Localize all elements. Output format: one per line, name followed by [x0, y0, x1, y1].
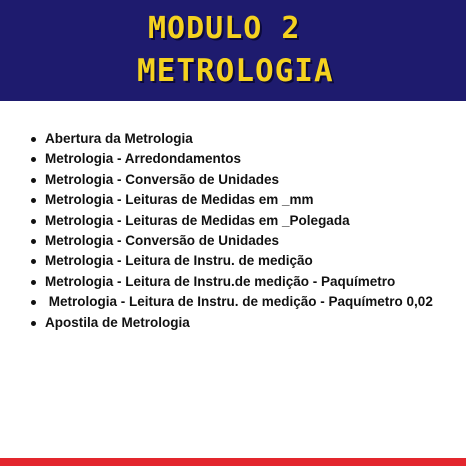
- topic-item: [31, 251, 433, 271]
- topic-item: [31, 190, 433, 210]
- bullet-icon: [31, 239, 36, 244]
- topic-label: Metrologia - Leituras de Medidas em _mm: [45, 192, 314, 208]
- topic-label: Apostila de Metrologia: [45, 314, 190, 330]
- bullet-icon: [31, 198, 36, 203]
- topic-label: Metrologia - Leitura de Instru. de medição - Paquímetro 0,02: [45, 294, 433, 310]
- topic-item: [31, 149, 433, 169]
- bottom-accent-bar: [0, 458, 466, 466]
- topic-label: Metrologia - Leitura de Instru.de medição - Paquímetro: [45, 273, 396, 289]
- header-banner: [0, 0, 466, 101]
- subject-title: METROLOGIA: [137, 53, 334, 89]
- bullet-icon: [31, 280, 36, 285]
- bullet-icon: [31, 321, 36, 326]
- bullet-icon: [31, 137, 36, 142]
- topic-label: Metrologia - Conversão de Unidades: [45, 233, 280, 249]
- topic-item: [31, 231, 433, 251]
- topic-label: Metrologia - Leituras de Medidas em _Polegada: [45, 212, 350, 228]
- bullet-icon: [31, 157, 36, 162]
- topic-item: [31, 129, 433, 149]
- topic-label: Metrologia - Conversão de Unidades: [45, 171, 280, 187]
- topic-item: [31, 211, 433, 231]
- bullet-icon: [31, 300, 36, 305]
- bullet-icon: [31, 219, 36, 224]
- topic-list: [31, 129, 433, 333]
- topic-item: [31, 272, 433, 292]
- bullet-icon: [31, 178, 36, 183]
- bullet-icon: [31, 259, 36, 264]
- topic-label: Abertura da Metrologia: [45, 131, 193, 146]
- topic-item: [31, 170, 433, 190]
- topic-label: Metrologia - Leitura de Instru. de medição: [45, 253, 313, 269]
- topic-item: [31, 292, 433, 312]
- topic-item: [31, 313, 433, 333]
- module-title: MODULO 2: [148, 11, 301, 46]
- topic-label: Metrologia - Arredondamentos: [45, 151, 242, 167]
